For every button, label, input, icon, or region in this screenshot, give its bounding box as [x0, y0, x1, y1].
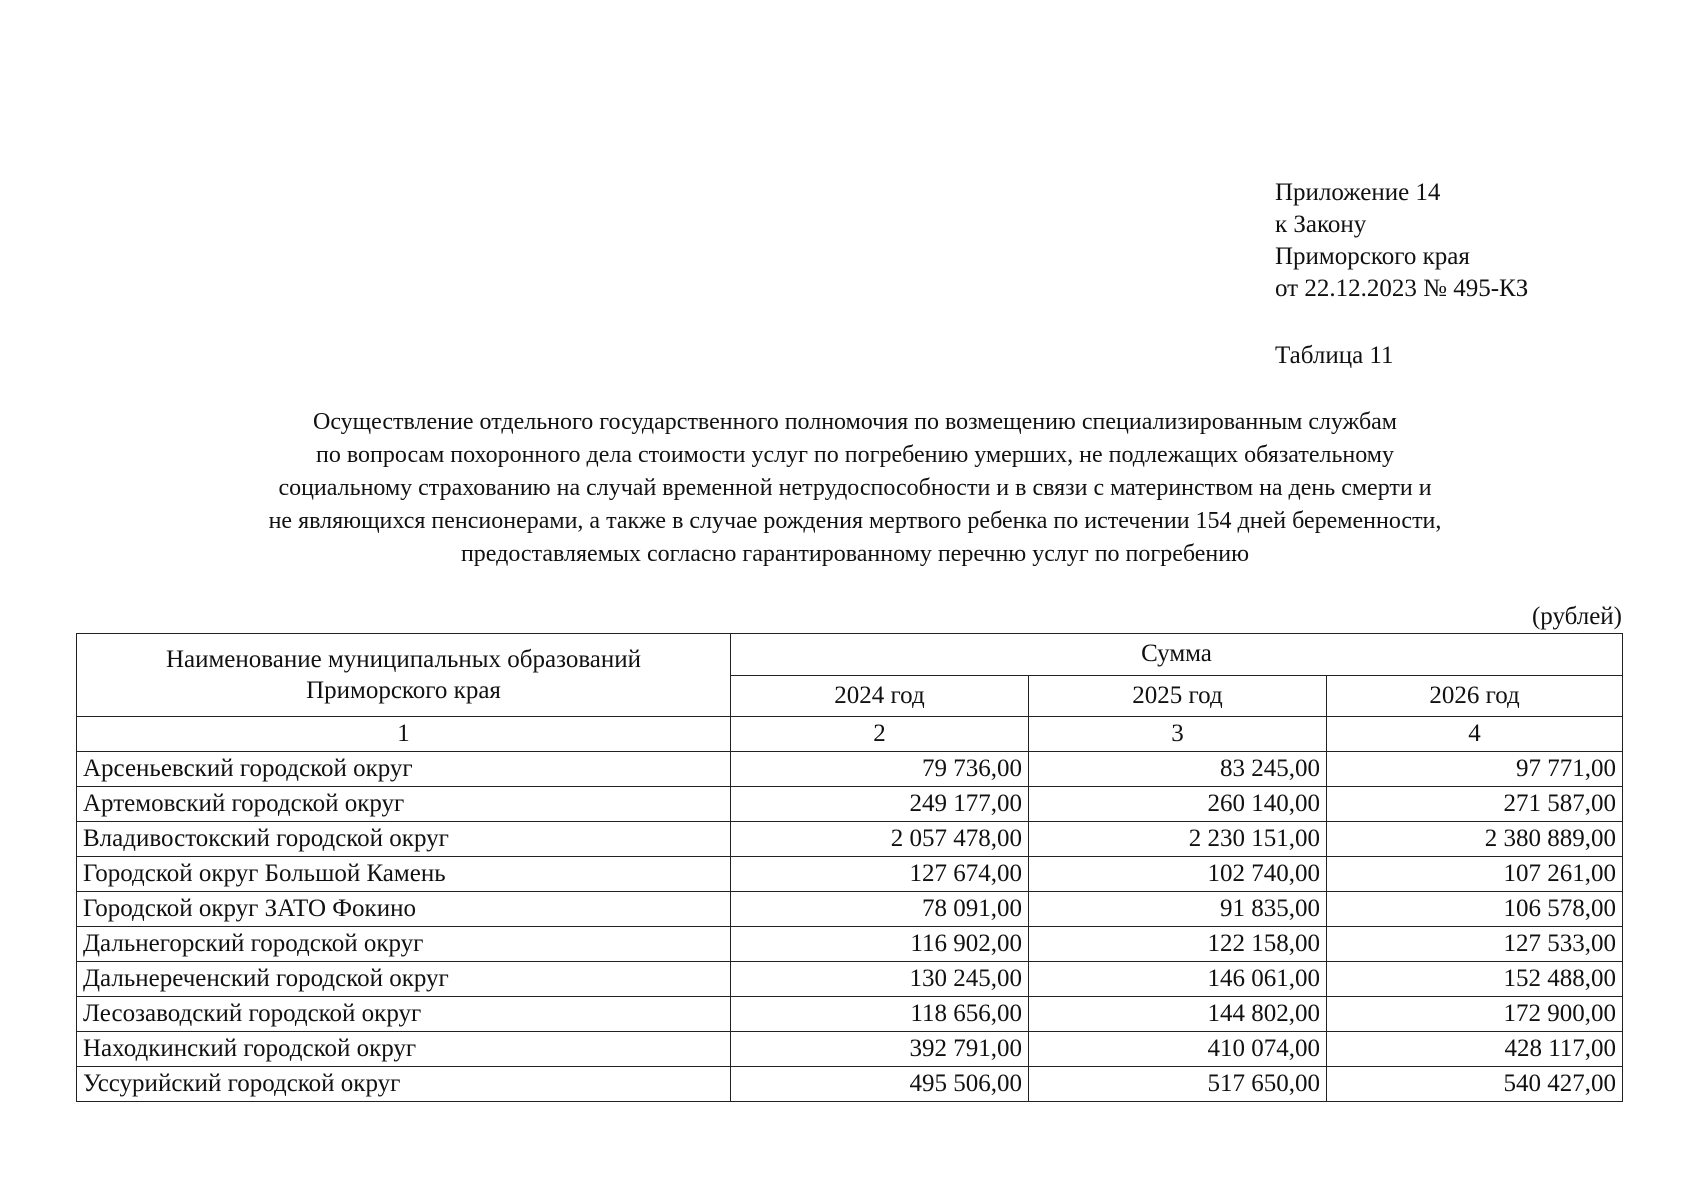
municipality-name: Находкинский городской округ: [77, 1032, 731, 1067]
amount-2026: 2 380 889,00: [1327, 822, 1623, 857]
municipality-name: Дальнереченский городской округ: [77, 962, 731, 997]
amount-2024: 79 736,00: [731, 752, 1029, 787]
amount-2026: 107 261,00: [1327, 857, 1623, 892]
table-row: [77, 997, 1623, 1032]
table-row: [77, 857, 1623, 892]
table-row: [77, 962, 1623, 997]
table-row: [77, 892, 1623, 927]
table-row: [77, 1067, 1623, 1102]
amount-2025: 2 230 151,00: [1029, 822, 1327, 857]
table-row: [77, 787, 1623, 822]
appendix-line: Приморского края: [1275, 243, 1470, 270]
amount-2024: 2 057 478,00: [731, 822, 1029, 857]
amount-2025: 91 835,00: [1029, 892, 1327, 927]
amount-2026: 428 117,00: [1327, 1032, 1623, 1067]
table-label: Таблица 11: [1275, 342, 1394, 369]
amount-2024: 78 091,00: [731, 892, 1029, 927]
appendix-line: к Закону: [1275, 211, 1367, 238]
header-year-2026: 2026 год: [1327, 675, 1623, 717]
column-number: 1: [77, 717, 731, 752]
municipality-name: Городской округ Большой Камень: [77, 857, 731, 892]
amount-2026: 127 533,00: [1327, 927, 1623, 962]
column-number: 4: [1327, 717, 1623, 752]
amount-2024: 249 177,00: [731, 787, 1029, 822]
amount-2024: 116 902,00: [731, 927, 1029, 962]
municipality-name: Владивостокский городской округ: [77, 822, 731, 857]
amount-2024: 130 245,00: [731, 962, 1029, 997]
budget-table: [76, 633, 1623, 1102]
amount-2024: 392 791,00: [731, 1032, 1029, 1067]
header-name-line: Приморского края: [306, 677, 501, 704]
table-row: [77, 822, 1623, 857]
heading-line: социальному страхованию на случай временной нетрудоспособности и в связи с материнством на день смерти и: [278, 475, 1432, 501]
amount-2025: 122 158,00: [1029, 927, 1327, 962]
heading-line: предоставляемых согласно гарантированному перечню услуг по погребению: [460, 541, 1250, 567]
header-year-2024: 2024 год: [731, 675, 1029, 717]
amount-2025: 144 802,00: [1029, 997, 1327, 1032]
heading-line: не являющихся пенсионерами, а также в случае рождения мертвого ребенка по истечении 154 дней беременности,: [268, 508, 1442, 534]
appendix-line: Приложение 14: [1275, 179, 1441, 206]
table-row: [77, 1032, 1623, 1067]
amount-2026: 271 587,00: [1327, 787, 1623, 822]
amount-2026: 106 578,00: [1327, 892, 1623, 927]
heading-line: по вопросам похоронного дела стоимости услуг по погребению умерших, не подлежащих обязательному: [316, 442, 1394, 468]
municipality-name: Лесозаводский городской округ: [77, 997, 731, 1032]
amount-2025: 83 245,00: [1029, 752, 1327, 787]
amount-2025: 410 074,00: [1029, 1032, 1327, 1067]
document-heading: [90, 406, 1620, 571]
table-row: [77, 927, 1623, 962]
column-numbers-row: [77, 717, 1623, 752]
amount-2025: 102 740,00: [1029, 857, 1327, 892]
amount-2026: 152 488,00: [1327, 962, 1623, 997]
header-municipality: [77, 634, 731, 717]
amount-2024: 495 506,00: [731, 1067, 1029, 1102]
table-row: [77, 752, 1623, 787]
municipality-name: Арсеньевский городской округ: [77, 752, 731, 787]
municipality-name: Артемовский городской округ: [77, 787, 731, 822]
amount-2026: 97 771,00: [1327, 752, 1623, 787]
units-label: (рублей): [1531, 603, 1622, 630]
amount-2026: 540 427,00: [1327, 1067, 1623, 1102]
appendix-line: от 22.12.2023 № 495-КЗ: [1275, 275, 1529, 302]
column-number: 2: [731, 717, 1029, 752]
municipality-name: Уссурийский городской округ: [77, 1067, 731, 1102]
amount-2024: 127 674,00: [731, 857, 1029, 892]
amount-2025: 517 650,00: [1029, 1067, 1327, 1102]
amount-2025: 146 061,00: [1029, 962, 1327, 997]
amount-2026: 172 900,00: [1327, 997, 1623, 1032]
amount-2025: 260 140,00: [1029, 787, 1327, 822]
municipality-name: Дальнегорский городской округ: [77, 927, 731, 962]
header-sum: Сумма: [731, 634, 1623, 676]
heading-line: Осуществление отдельного государственного полномочия по возмещению специализированным службам: [313, 409, 1397, 435]
municipality-name: Городской округ ЗАТО Фокино: [77, 892, 731, 927]
header-year-2025: 2025 год: [1029, 675, 1327, 717]
amount-2024: 118 656,00: [731, 997, 1029, 1032]
appendix-reference: [1275, 177, 1528, 305]
header-name-line: Наименование муниципальных образований: [165, 646, 642, 673]
column-number: 3: [1029, 717, 1327, 752]
